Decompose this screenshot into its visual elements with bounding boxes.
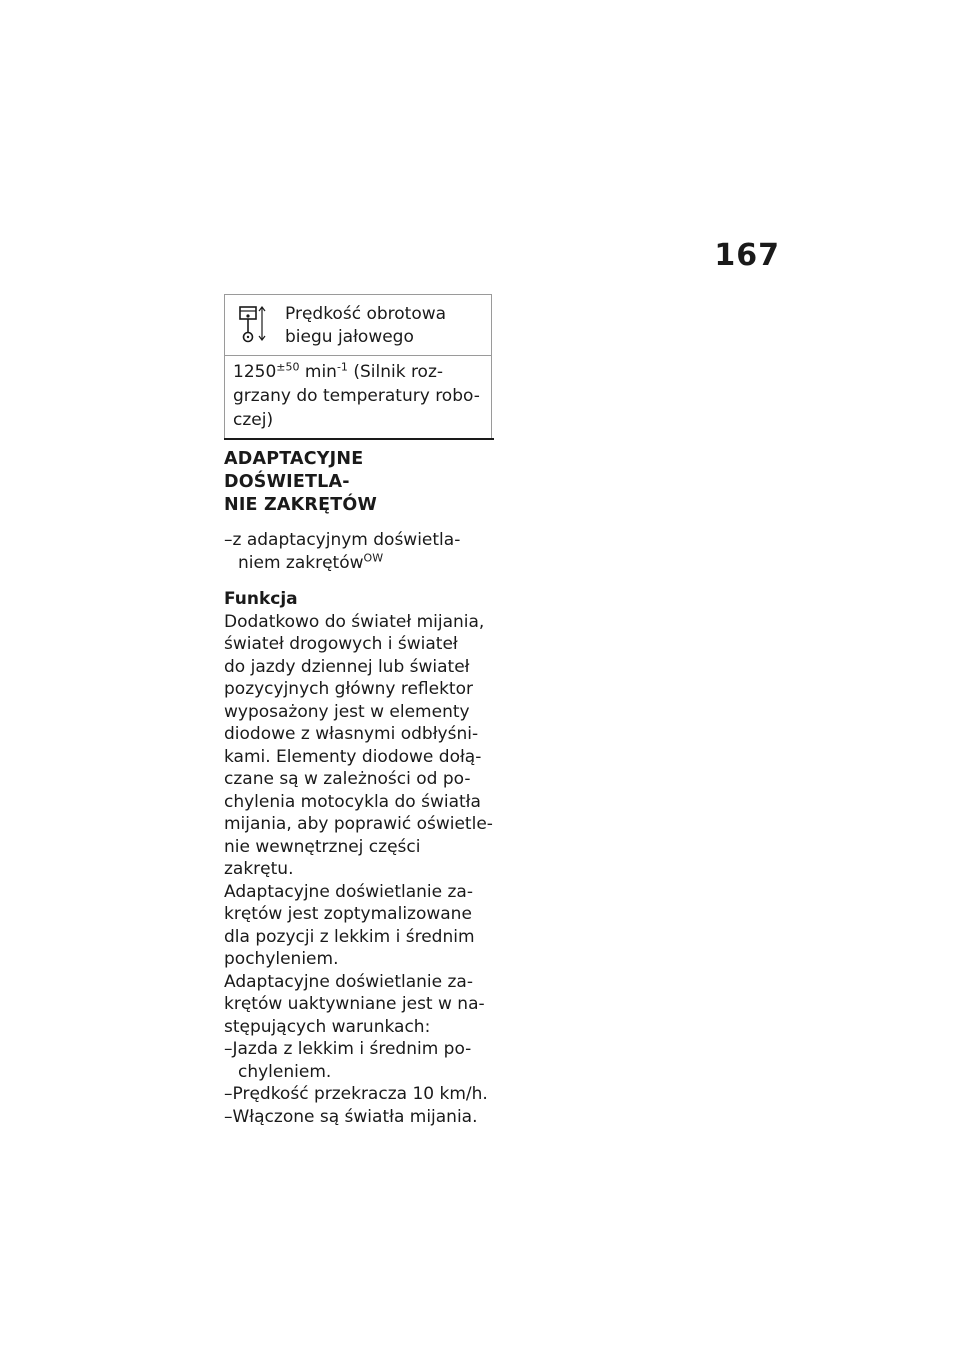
- spec-title-line: biegu jałowego: [285, 327, 414, 347]
- section-title: [224, 448, 494, 517]
- text-line: stępujących warunkach:: [224, 1016, 431, 1037]
- function-heading: Funkcja: [224, 589, 298, 609]
- text-line: krętów uaktywniane jest w na-: [224, 994, 485, 1014]
- text-line: Adaptacyjne doświetlanie za-: [224, 971, 473, 992]
- function-paragraph-2: [224, 881, 494, 971]
- section-title-line: ADAPTACYJNE DOŚWIETLA-: [224, 449, 364, 492]
- option-code: OW: [363, 550, 384, 564]
- idle-rpm-unit-exponent: -1: [336, 360, 348, 374]
- spec-title-line: Prędkość obrotowa: [285, 304, 447, 324]
- text-line: diodowe z własnymi odbłyśni-: [224, 724, 479, 744]
- spec-title: [285, 301, 446, 349]
- idle-rpm-unit: min: [304, 362, 337, 382]
- function-paragraph-3: [224, 971, 494, 1039]
- spec-value-line: [233, 360, 483, 384]
- idle-speed-spec-box: [224, 294, 492, 439]
- text-line: Dodatkowo do świateł mijania,: [224, 611, 485, 632]
- text-line: czane są w zależności od po-: [224, 769, 471, 789]
- spec-value: [225, 356, 491, 438]
- function-paragraph-1: [224, 611, 494, 881]
- text-line: nie wewnętrznej części zakrętu.: [224, 836, 421, 879]
- text-line: pochyleniem.: [224, 949, 339, 969]
- text-line: świateł drogowych i świateł: [224, 634, 458, 654]
- section-title-line: NIE ZAKRĘTÓW: [224, 495, 377, 515]
- section-divider: [224, 438, 494, 440]
- spec-value-line: czej): [233, 410, 274, 430]
- activation-conditions-list: [224, 1038, 494, 1128]
- list-item: –Jazda z lekkim i średnim po- chyleniem.: [224, 1039, 472, 1082]
- text-line: dla pozycji z lekkim i średnim: [224, 926, 475, 947]
- list-item: –Prędkość przekracza 10 km/h.: [224, 1084, 488, 1104]
- text-line: krętów jest zoptymalizowane: [224, 904, 472, 924]
- text-line: pozycyjnych główny reflektor: [224, 679, 473, 699]
- spec-header: [225, 295, 491, 356]
- text-line: kami. Elementy diodowe dołą-: [224, 746, 482, 767]
- engine-piston-icon: [235, 301, 275, 347]
- idle-rpm-value: 1250: [233, 362, 277, 382]
- variant-line: –z adaptacyjnym doświetla- niem zakrętów$^{OW}$: [224, 530, 461, 573]
- text-line: do jazdy dziennej lub świateł: [224, 656, 470, 677]
- spec-value-line: grzany do temperatury robo-: [233, 386, 480, 406]
- equipment-variant: [224, 529, 494, 574]
- list-item: –Włączone są światła mijania.: [224, 1106, 478, 1127]
- text-line: Adaptacyjne doświetlanie za-: [224, 881, 473, 902]
- text-line: chylenia motocykla do światła: [224, 791, 481, 812]
- section-adaptive-cornering-light: [224, 438, 494, 1128]
- page-number: 167: [714, 238, 780, 273]
- idle-rpm-tolerance: ±50: [276, 360, 300, 374]
- text-line: wyposażony jest w elementy: [224, 701, 470, 722]
- text-line: mijania, aby poprawić oświetle-: [224, 814, 493, 834]
- spec-condition: (Silnik roz-: [353, 362, 444, 382]
